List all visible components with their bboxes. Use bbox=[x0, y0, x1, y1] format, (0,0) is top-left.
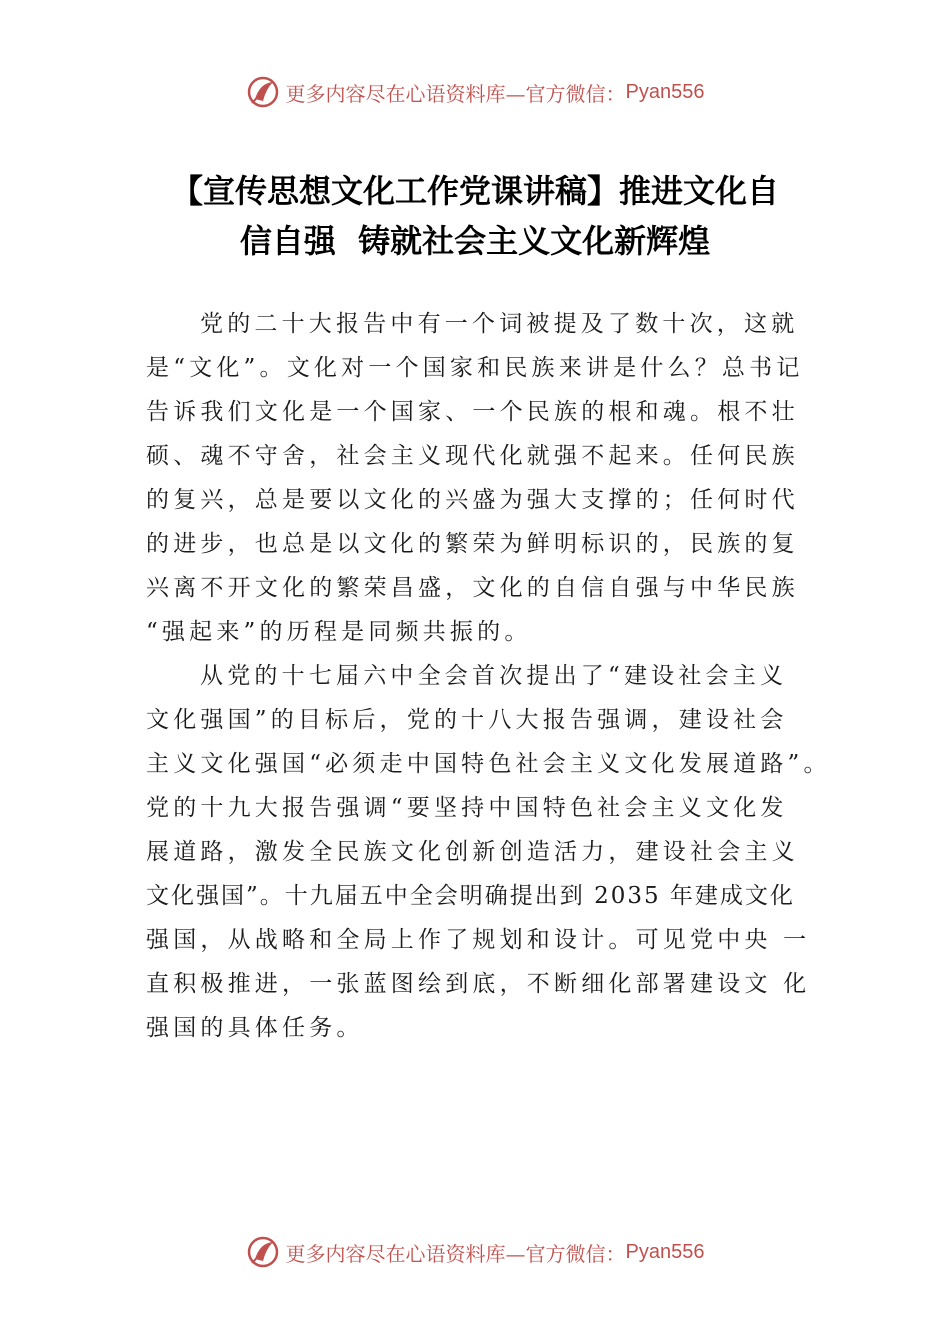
header-banner bbox=[0, 72, 950, 112]
text-line: 是“文化”。文化对一个国家和民族来讲是什么？总书记 bbox=[146, 355, 804, 381]
footer-banner-text: 更多内容尽在心语资料库—官方微信： bbox=[285, 1241, 626, 1266]
logo-icon bbox=[246, 1235, 280, 1269]
text-line: 硕、魂不守舍，社会主义现代化就强不起来。任何民族 bbox=[146, 443, 799, 469]
text-line: 的进步，也总是以文化的繁荣为鲜明标识的，民族的复 bbox=[146, 531, 799, 557]
footer-banner-id: Pyan556 bbox=[625, 1240, 705, 1263]
title-line-1: 【宣传思想文化工作党课讲稿】推进文化自 bbox=[170, 172, 779, 210]
text-line: 告诉我们文化是一个国家、一个民族的根和魂。根不壮 bbox=[146, 399, 799, 425]
text-line: “强起来”的历程是同频共振的。 bbox=[146, 619, 532, 645]
paragraph-1 bbox=[146, 302, 836, 654]
page-title bbox=[110, 166, 840, 266]
text-line: 文化强国”的目标后，党的十八大报告强调，建设社会 bbox=[146, 707, 788, 733]
text-line: 党的十九大报告强调“要坚持中国特色社会主义文化发 bbox=[146, 795, 788, 821]
text-line: 强国，从战略和全局上作了规划和设计。可见党中央 一 bbox=[146, 927, 811, 953]
text-line: 兴离不开文化的繁荣昌盛，文化的自信自强与中华民族 bbox=[146, 575, 799, 601]
text-line: 的复兴，总是要以文化的兴盛为强大支撑的；任何时代 bbox=[146, 487, 799, 513]
title-line-2: 信自强 铸就社会主义文化新辉煌 bbox=[239, 222, 711, 260]
text-line: 强国的具体任务。 bbox=[146, 1015, 364, 1041]
logo-icon bbox=[246, 75, 280, 109]
header-banner-id: Pyan556 bbox=[625, 80, 705, 103]
text-line: 从党的十七届六中全会首次提出了“建设社会主义 bbox=[200, 663, 788, 689]
document-body bbox=[146, 302, 836, 1050]
text-line: 展道路，激发全民族文化创新创造活力，建设社会主义 bbox=[146, 839, 799, 865]
header-banner-text: 更多内容尽在心语资料库—官方微信： bbox=[285, 81, 626, 106]
text-line: 文化强国”。十九届五中全会明确提出到 2035 年建成文化 bbox=[146, 883, 795, 909]
text-line: 主义文化强国“必须走中国特色社会主义文化发展道路”。 bbox=[146, 751, 831, 777]
footer-banner bbox=[0, 1232, 950, 1272]
text-line: 直积极推进，一张蓝图绘到底，不断细化部署建设文 化 bbox=[146, 971, 811, 997]
text-line: 党的二十大报告中有一个词被提及了数十次，这就 bbox=[200, 311, 799, 337]
paragraph-2 bbox=[146, 654, 836, 1050]
